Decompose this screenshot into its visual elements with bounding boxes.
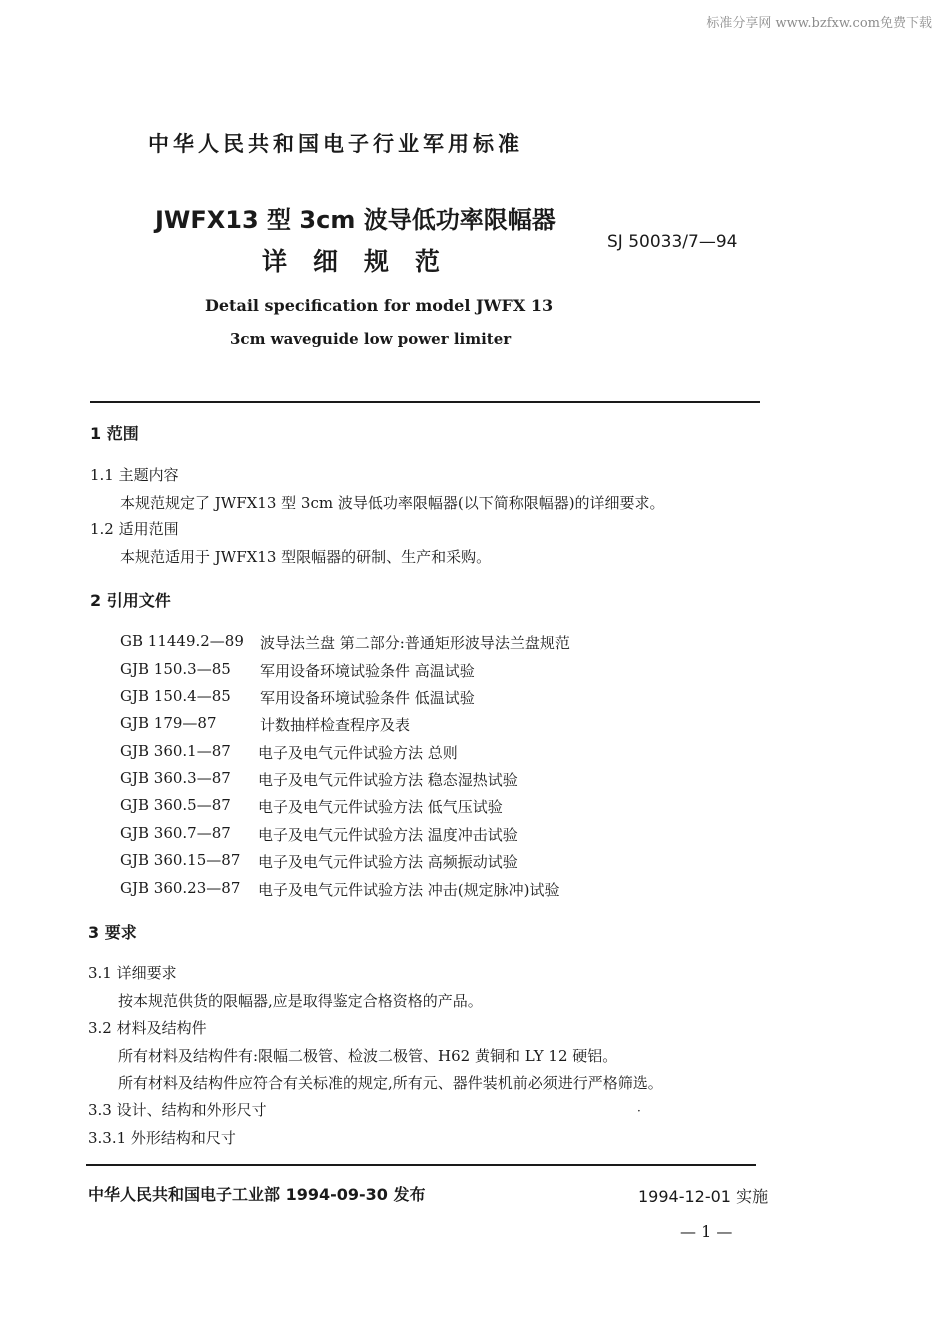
reference-code: GJB 360.1—87	[120, 742, 231, 760]
document-title-line1: JWFX13 型 3cm 波导低功率限幅器	[155, 206, 556, 234]
section-1-1-heading: 1.1 主题内容	[90, 466, 179, 484]
reference-code: GJB 150.4—85	[120, 687, 231, 705]
bottom-divider	[86, 1164, 756, 1166]
document-title-line2: 详细规范	[262, 247, 467, 276]
reference-title: 电子及电气元件试验方法 稳态湿热试验	[258, 771, 518, 789]
reference-title: 军用设备环境试验条件 低温试验	[260, 689, 475, 707]
reference-code: GJB 150.3—85	[120, 660, 231, 678]
section-3-2-text1: 所有材料及结构件有:限幅二极管、检波二极管、H62 黄铜和 LY 12 硬铝。	[118, 1047, 618, 1065]
reference-title: 电子及电气元件试验方法 冲击(规定脉冲)试验	[258, 881, 560, 899]
reference-title: 计数抽样检查程序及表	[260, 716, 411, 734]
top-divider	[90, 401, 760, 403]
reference-title: 军用设备环境试验条件 高温试验	[260, 662, 475, 680]
issuer-statement: 中华人民共和国电子工业部 1994-09-30 发布	[88, 1185, 426, 1204]
reference-title: 电子及电气元件试验方法 温度冲击试验	[258, 826, 518, 844]
english-title-line1: Detail specification for model JWFX 13	[205, 296, 554, 315]
reference-code: GJB 360.7—87	[120, 824, 231, 842]
section-1-2-text: 本规范适用于 JWFX13 型限幅器的研制、生产和采购。	[120, 548, 492, 566]
section-3-1-heading: 3.1 详细要求	[88, 964, 177, 982]
page-number: — 1 —	[680, 1222, 733, 1241]
reference-title: 电子及电气元件试验方法 总则	[258, 744, 458, 762]
section-3-2-heading: 3.2 材料及结构件	[88, 1019, 207, 1037]
reference-code: GJB 360.3—87	[120, 769, 231, 787]
section-3-2-text2: 所有材料及结构件应符合有关标准的规定,所有元、器件装机前必须进行严格筛选。	[118, 1074, 663, 1092]
reference-title: 电子及电气元件试验方法 高频振动试验	[258, 853, 518, 871]
section-1-2-heading: 1.2 适用范围	[90, 520, 179, 538]
effective-date: 1994-12-01 实施	[638, 1187, 769, 1206]
stray-mark: ·	[637, 1104, 641, 1118]
standard-code: SJ 50033/7—94	[607, 232, 738, 252]
standard-title: 中华人民共和国电子行业军用标准	[148, 132, 523, 156]
reference-code: GB 11449.2—89	[120, 632, 244, 650]
reference-code: GJB 179—87	[120, 714, 217, 732]
reference-title: 波导法兰盘 第二部分:普通矩形波导法兰盘规范	[260, 634, 570, 652]
reference-code: GJB 360.5—87	[120, 796, 231, 814]
reference-title: 电子及电气元件试验方法 低气压试验	[258, 798, 503, 816]
watermark: 标准分享网 www.bzfxw.com免费下载	[706, 16, 932, 31]
section-3-heading: 3 要求	[88, 923, 137, 942]
section-3-1-text: 按本规范供货的限幅器,应是取得鉴定合格资格的产品。	[118, 992, 483, 1010]
section-1-1-text: 本规范规定了 JWFX13 型 3cm 波导低功率限幅器(以下简称限幅器)的详细要求。	[120, 494, 665, 512]
section-3-3-1-heading: 3.3.1 外形结构和尺寸	[88, 1129, 236, 1147]
english-title-line2: 3cm waveguide low power limiter	[230, 330, 512, 348]
section-1-heading: 1 范围	[90, 424, 139, 443]
section-3-3-heading: 3.3 设计、结构和外形尺寸	[88, 1101, 267, 1119]
section-2-heading: 2 引用文件	[90, 591, 171, 610]
reference-code: GJB 360.23—87	[120, 879, 241, 897]
reference-code: GJB 360.15—87	[120, 851, 241, 869]
